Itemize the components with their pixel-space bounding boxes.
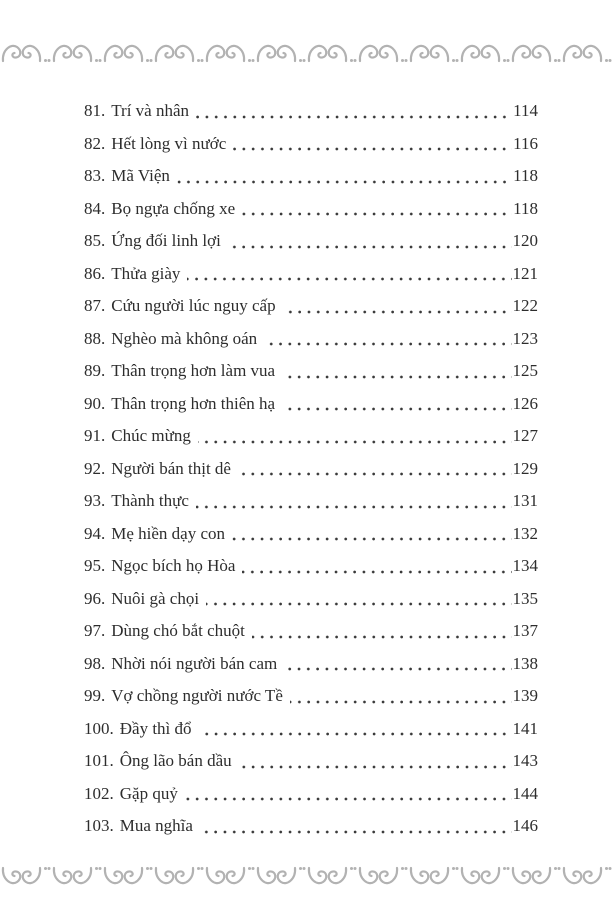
entry-title: Thửa giày — [111, 263, 181, 283]
entry-title: Người bán thịt dê — [111, 458, 231, 478]
dotted-leader — [200, 830, 512, 834]
entry-number: 103. — [84, 816, 114, 835]
entry-page-number: 123 — [512, 328, 538, 348]
entry-page-number: 135 — [512, 588, 538, 608]
entry-number: 94. — [84, 523, 106, 543]
entry-number: 86. — [84, 263, 106, 283]
toc-entry — [84, 648, 538, 681]
entry-page-number: 132 — [512, 523, 538, 543]
entry-number: 88. — [84, 328, 106, 348]
entry-page-number: 127 — [512, 426, 538, 445]
entry-title: Ngọc bích họ Hòa — [111, 556, 236, 575]
toc-entry — [84, 388, 538, 421]
toc-entry — [84, 810, 538, 843]
entry-page-number: 146 — [512, 816, 538, 835]
entry-page-number: 116 — [513, 133, 538, 153]
dotted-leader — [233, 147, 512, 151]
toc-entry — [84, 713, 538, 746]
entry-page-number: 121 — [512, 263, 538, 283]
entry-page-number: 131 — [512, 491, 538, 510]
entry-number: 100. — [84, 718, 114, 738]
entry-number: 95. — [84, 556, 106, 575]
dotted-leader — [239, 765, 512, 769]
entry-title: Gặp quỷ — [119, 783, 178, 803]
entry-number: 81. — [84, 101, 106, 120]
entry-number: 97. — [84, 621, 106, 640]
dotted-leader — [283, 310, 512, 314]
entry-page-number: 137 — [512, 621, 538, 640]
entry-title: Dùng chó bắt chuột — [111, 621, 245, 640]
toc-entry — [84, 550, 538, 583]
toc-entry — [84, 95, 538, 128]
toc-entry — [84, 160, 538, 193]
toc-entry — [84, 453, 538, 486]
entry-title: Bọ ngựa chống xe — [111, 198, 236, 218]
entry-page-number: 134 — [512, 556, 538, 575]
toc-entry — [84, 745, 538, 778]
dotted-leader — [238, 472, 512, 476]
dotted-leader — [282, 375, 511, 379]
entry-title: Cứu người lúc nguy cấp — [111, 296, 276, 315]
toc-entry — [84, 485, 538, 518]
table-of-contents — [84, 95, 538, 843]
entry-number: 85. — [84, 231, 106, 250]
entry-number: 102. — [84, 783, 114, 803]
entry-title: Mẹ hiền dạy con — [111, 523, 226, 543]
dotted-leader — [185, 797, 512, 801]
toc-entry — [84, 355, 538, 388]
entry-title: Trí và nhân — [111, 101, 190, 120]
entry-page-number: 129 — [512, 458, 538, 478]
entry-page-number: 143 — [512, 751, 538, 770]
toc-entry — [84, 583, 538, 616]
dotted-leader — [196, 115, 512, 119]
entry-page-number: 118 — [513, 166, 538, 185]
dotted-leader — [282, 407, 511, 411]
toc-entry — [84, 128, 538, 161]
dotted-leader — [290, 700, 512, 704]
entry-title: Mua nghĩa — [119, 816, 193, 835]
dotted-leader — [242, 570, 511, 574]
dotted-leader — [198, 440, 512, 444]
entry-number: 99. — [84, 686, 106, 705]
entry-page-number: 126 — [512, 393, 538, 413]
toc-entry — [84, 778, 538, 811]
entry-number: 93. — [84, 491, 106, 510]
entry-title: Đầy thì đổ — [119, 718, 192, 738]
entry-page-number: 120 — [512, 231, 538, 250]
entry-title: Nghèo mà không oán — [111, 328, 258, 348]
dotted-leader — [206, 602, 511, 606]
toc-entry — [84, 258, 538, 291]
entry-page-number: 144 — [512, 783, 538, 803]
scroll-ornament-bottom-icon — [0, 862, 612, 888]
entry-number: 87. — [84, 296, 106, 315]
dotted-leader — [284, 667, 511, 671]
toc-entry — [84, 420, 538, 453]
entry-page-number: 114 — [513, 101, 538, 120]
dotted-leader — [196, 505, 512, 509]
entry-title: Nhời nói người bán cam — [111, 653, 278, 673]
dotted-leader — [177, 180, 512, 184]
toc-entry — [84, 615, 538, 648]
dotted-leader — [187, 277, 511, 281]
entry-title: Vợ chồng người nước Tề — [111, 686, 283, 705]
entry-page-number: 141 — [512, 718, 538, 738]
entry-title: Hết lòng vì nước — [111, 133, 227, 153]
entry-page-number: 125 — [512, 361, 538, 380]
dotted-leader — [242, 212, 512, 216]
entry-number: 91. — [84, 426, 106, 445]
entry-number: 96. — [84, 588, 106, 608]
entry-number: 90. — [84, 393, 106, 413]
toc-entry — [84, 290, 538, 323]
toc-entry — [84, 193, 538, 226]
toc-entry — [84, 518, 538, 551]
dotted-leader — [232, 537, 511, 541]
entry-page-number: 118 — [513, 198, 538, 218]
entry-title: Ứng đối linh lợi — [111, 231, 221, 250]
toc-entry — [84, 323, 538, 356]
entry-page-number: 138 — [512, 653, 538, 673]
entry-title: Mã Viện — [111, 166, 170, 185]
toc-entry — [84, 225, 538, 258]
dotted-leader — [264, 342, 511, 346]
entry-title: Thân trọng hơn làm vua — [111, 361, 276, 380]
entry-title: Nuôi gà chọi — [111, 588, 200, 608]
entry-number: 92. — [84, 458, 106, 478]
entry-page-number: 139 — [512, 686, 538, 705]
entry-number: 89. — [84, 361, 106, 380]
entry-title: Chúc mừng — [111, 426, 191, 445]
toc-entry — [84, 680, 538, 713]
entry-number: 82. — [84, 133, 106, 153]
entry-number: 83. — [84, 166, 106, 185]
entry-number: 84. — [84, 198, 106, 218]
dotted-leader — [252, 635, 512, 639]
entry-page-number: 122 — [512, 296, 538, 315]
entry-title: Ông lão bán dầu — [119, 751, 232, 770]
dotted-leader — [199, 732, 512, 736]
dotted-leader — [228, 245, 512, 249]
entry-title: Thân trọng hơn thiên hạ — [111, 393, 276, 413]
entry-title: Thành thực — [111, 491, 189, 510]
scroll-ornament-top-icon — [0, 41, 612, 67]
entry-number: 98. — [84, 653, 106, 673]
entry-number: 101. — [84, 751, 114, 770]
